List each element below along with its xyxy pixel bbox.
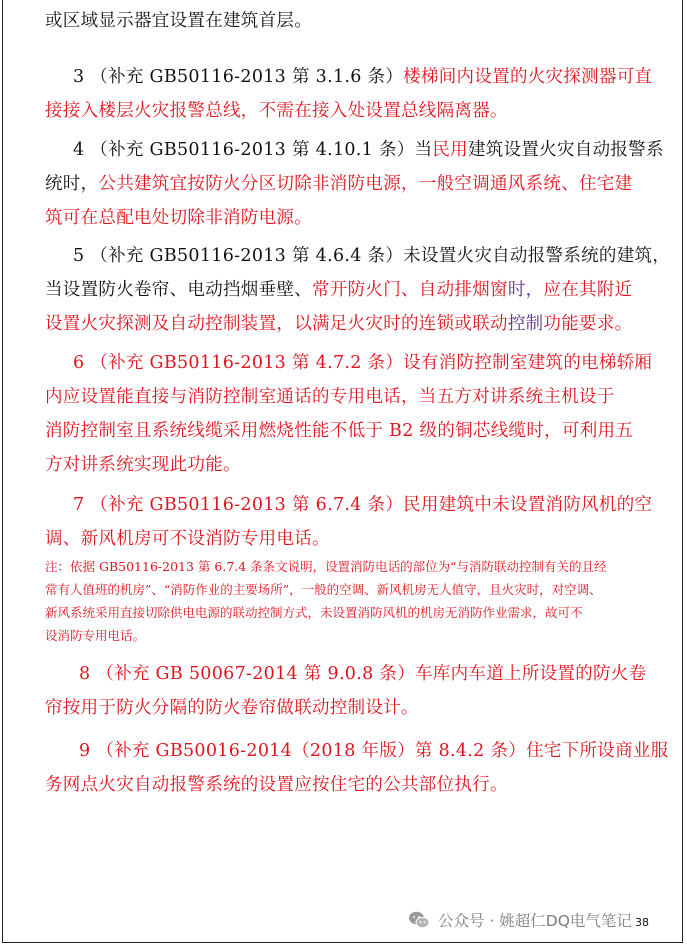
text-run: 建筑设置火灾自动报警系 <box>467 140 664 160</box>
clause-3-highlight: 楼梯间内设置的火灾探测器可直 <box>403 67 653 87</box>
clause-9-line-1 <box>79 734 668 768</box>
note-line: 注：依据 GB50116-2013 第 6.7.4 条条文说明，设置消防电话的部位为“与消防联动控制有关的且经 <box>45 559 607 574</box>
clause-5-purple-text-2: 控制 <box>507 314 544 334</box>
clause-3-line-2 <box>45 94 508 128</box>
text-run: 方对讲系统实现此功能。 <box>45 455 241 475</box>
wechat-icon <box>408 910 430 930</box>
clause-6-line-1 <box>73 346 652 380</box>
clause-7-line-2 <box>45 522 330 556</box>
page-number: 38 <box>635 916 649 929</box>
clause-6-reference: 6 （补充 GB50116-2013 第 4.7.2 条）设有消防控制室建筑的电梯轿厢 <box>73 353 653 373</box>
clause-5-reference: 5 （补充 GB50116-2013 第 4.6.4 条）未设置火灾自动报警系统的建筑， <box>73 246 671 266</box>
clause-5-line-1 <box>73 239 670 273</box>
note-line: 设消防专用电话。 <box>45 628 146 643</box>
clause-8-line-2 <box>45 691 419 725</box>
clause-5-purple-text: 时， <box>507 280 544 300</box>
watermark <box>408 907 632 933</box>
clause-5-line-2 <box>45 273 632 307</box>
clause-6-line-2 <box>45 380 615 414</box>
text-run: 或区域显示器宜设置在建筑首层。 <box>45 11 312 31</box>
clause-3-line-1 <box>73 60 652 94</box>
clause-5-highlight-2: 应在其附近 <box>543 280 633 300</box>
clause-4-reference: 4 （补充 GB50116-2013 第 4.10.1 条）当 <box>73 140 433 160</box>
clause-7-reference: 7 （补充 GB50116-2013 第 6.7.4 条）民用建筑中未设置消防风机的空 <box>73 495 653 515</box>
note-line: 新风系统采用直接切除供电电源的联动控制方式，未设置消防风机的机房无消防作业需求，故可不 <box>45 605 583 620</box>
text-run: 接接入楼层火灾报警总线，不需在接入处设置总线隔离器。 <box>45 101 508 121</box>
text-run: 调、新风机房可不设消防专用电话。 <box>45 529 330 549</box>
text-run: 帘按用于防火分隔的防火卷帘做联动控制设计。 <box>45 698 419 718</box>
clause-9-line-2 <box>45 768 508 802</box>
clause-6-line-3 <box>45 414 633 448</box>
clause-8-reference: 8 （补充 GB 50067-2014 第 9.0.8 条）车库内车道上所设置的防火卷 <box>79 664 647 684</box>
clause-9-reference: 9 （补充 GB50016-2014（2018 年版）第 8.4.2 条）住宅下所设商业服 <box>79 741 669 761</box>
clause-7-line-1 <box>73 488 652 522</box>
watermark-text: 公众号 · 姚超仁DQ电气笔记 <box>438 912 632 930</box>
clause-5-highlight: 常开防火门、自动排烟窗 <box>312 280 508 300</box>
clause-4-line-3 <box>45 201 312 235</box>
text-run: 内应设置能直接与消防控制室通话的专用电话，当五方对讲系统主机设于 <box>45 387 615 407</box>
text-run: 统时， <box>45 174 99 194</box>
text-run: 筑可在总配电处切除非消防电源。 <box>45 208 312 228</box>
clause-8-line-1 <box>79 657 646 691</box>
text-run: 设置火灾探测及自动控制装置，以满足火灾时的连锁或联动 <box>45 314 508 334</box>
clause-5-line-3 <box>45 307 632 341</box>
clause-4-highlight: 民用 <box>432 140 468 160</box>
note-line: 常有人值班的机房”、“消防作业的主要场所”，一般的空调、新风机房无人值守，且火灾时，对空调、 <box>45 582 602 597</box>
clause-3-reference: 3 （补充 GB50116-2013 第 3.1.6 条） <box>73 67 404 87</box>
text-run: 消防控制室且系统线缆采用燃烧性能不低于 B2 级的铜芯线缆时，可利用五 <box>45 421 634 441</box>
paragraph-continuation <box>45 4 312 38</box>
clause-4-line-2 <box>45 167 632 201</box>
text-run: 功能要求。 <box>543 314 633 334</box>
text-run: 务网点火灾自动报警系统的设置应按住宅的公共部位执行。 <box>45 775 508 795</box>
clause-6-line-4 <box>45 448 241 482</box>
text-run: 当设置防火卷帘、电动挡烟垂壁、 <box>45 280 312 300</box>
clause-4-line-1 <box>73 133 664 167</box>
clause-4-highlight-2: 公共建筑宜按防火分区切除非消防电源，一般空调通风系统、住宅建 <box>98 174 633 194</box>
